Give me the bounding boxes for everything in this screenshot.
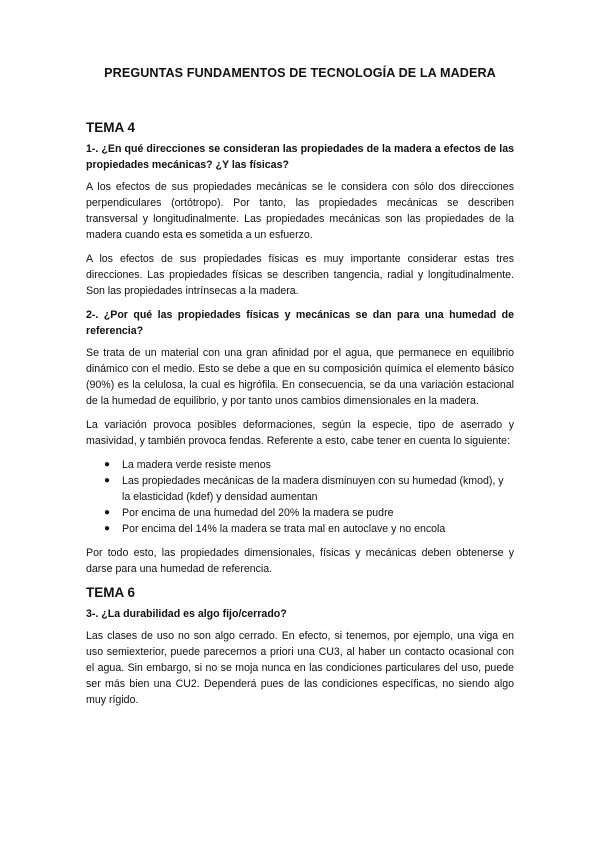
answer-2-paragraph-3: Por todo esto, las propiedades dimensionales, físicas y mecánicas deben obtenerse y darse para una humedad de referencia. [86,547,514,575]
answer-1-paragraph-2: A los efectos de sus propiedades físicas es muy importante considerar estas tres direcciones. Las propiedades físicas se describen tangencia, radial y longitudinalmente. Son las propiedades intrínsecas a la madera. [86,253,514,297]
bullet-icon: ● [104,475,111,486]
bullet-icon: ● [104,459,111,470]
answer-3-paragraph-1: Las clases de uso no son algo cerrado. En efecto, si tenemos, por ejemplo, una viga en uso semiexterior, puede parecernos a priori una CU3, al haber un contacto ocasional con el agua. Sin embargo, si no se moja nunca en las condiciones particulares del uso, puede ser más bien una CU2. Dependerá pues de las condiciones específicas, no siendo algo muy rígido. [86,630,514,706]
question-3: 3-. ¿La durabilidad es algo fijo/cerrado? [86,608,287,620]
bullet-icon: ● [104,523,111,534]
answer-2-paragraph-1: Se trata de un material con una gran afinidad por el agua, que permanece en equilibrio dinámico con el medio. Esto se debe a que en su composición química el elemento básico (90%) es la celulosa, la cual es higrófila. En consecuencia, se da una variación estacional de la humedad de equilibrio, y por tanto unos cambios dimensionales en la madera. [86,347,514,407]
section-heading: TEMA 6 [86,585,136,600]
question-2: 2-. ¿Por qué las propiedades físicas y mecánicas se dan para una humedad de referencia? [86,309,514,337]
section-tema-6 [86,585,514,708]
bullet-list [86,457,514,537]
list-item: ● Por encima del 14% la madera se trata mal en autoclave y no encola [104,523,446,535]
answer-2-paragraph-2: La variación provoca posibles deformaciones, según la especie, tipo de aserrado y masividad, y también provoca fendas. Referente a esto, cabe tener en cuenta lo siguiente: [86,419,514,447]
section-tema-4 [86,120,514,577]
section-heading: TEMA 4 [86,120,136,135]
question-1: 1-. ¿En qué direcciones se consideran las propiedades de la madera a efectos de las propiedades mecánicas? ¿Y las físicas? [86,143,514,171]
page-title: PREGUNTAS FUNDAMENTOS DE TECNOLOGÍA DE LA MADERA [104,66,496,80]
document-page [86,66,514,716]
answer-1-paragraph-1: A los efectos de sus propiedades mecánicas se le considera con sólo dos direcciones perpendiculares (ortótropo). Por tanto, las propiedades mecánicas se describen transversal y longitudinalmente. Las propiedades mecánicas son las propiedades de la madera cuando esta es sometida a un esfuerzo. [86,181,514,241]
list-item: ● La madera verde resiste menos [104,459,271,471]
list-item: ● Las propiedades mecánicas de la madera disminuyen con su humedad (kmod), y la elasticidad (kdef) y densidad aumentan [104,475,504,503]
bullet-icon: ● [104,507,111,518]
list-item: ● Por encima de una humedad del 20% la madera se pudre [104,507,394,519]
